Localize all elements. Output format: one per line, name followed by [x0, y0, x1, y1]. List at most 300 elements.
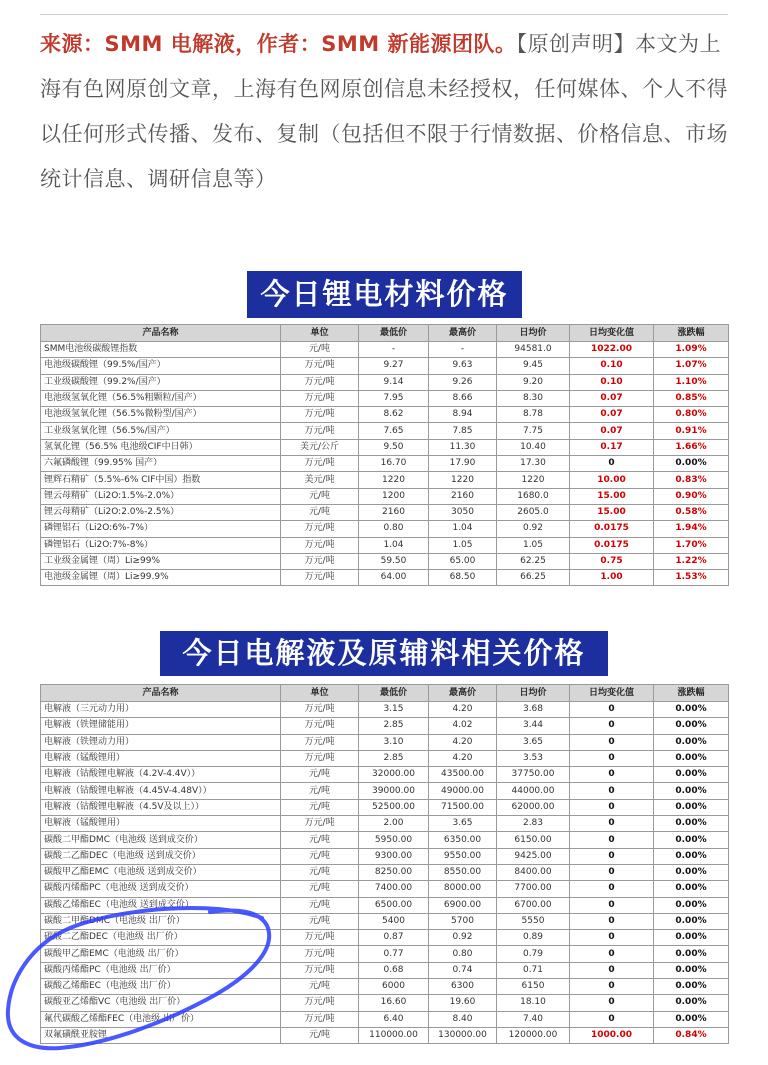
avg-price-cell: 3.53	[497, 750, 570, 766]
change-pct-cell: 0.00%	[654, 864, 729, 880]
min-price-cell: -	[359, 342, 429, 358]
avg-price-cell: 9425.00	[497, 848, 570, 864]
copyright-notice: 【原创声明】本文为上海有色网原创文章，上海有色网原创信息未经授权，任何媒体、个人不得以任何形式传播、发布、复制（包括但不限于行情数据、价格信息、市场统计信息、调研信息等）	[40, 32, 728, 191]
avg-price-cell: 120000.00	[497, 1027, 570, 1043]
change-pct-cell: 1.07%	[654, 358, 729, 374]
product-name-cell: 电解液（钴酸锂电解液（4.5V及以上））	[41, 799, 281, 815]
max-price-cell: 9550.00	[429, 848, 497, 864]
column-header: 最低价	[359, 325, 429, 342]
min-price-cell: 32000.00	[359, 767, 429, 783]
change-value-cell: 0	[570, 979, 654, 995]
column-header: 最高价	[429, 325, 497, 342]
max-price-cell: 2160	[429, 488, 497, 504]
source-credit: 来源：SMM 电解液，作者：SMM 新能源团队。	[40, 32, 517, 56]
change-value-cell: 0	[570, 750, 654, 766]
change-pct-cell: 0.83%	[654, 472, 729, 488]
min-price-cell: 64.00	[359, 570, 429, 586]
avg-price-cell: 7.40	[497, 1011, 570, 1027]
unit-cell: 美元/公斤	[281, 439, 359, 455]
avg-price-cell: 7700.00	[497, 881, 570, 897]
change-value-cell: 10.00	[570, 472, 654, 488]
change-value-cell: 0	[570, 864, 654, 880]
change-value-cell: 15.00	[570, 488, 654, 504]
min-price-cell: 6000	[359, 979, 429, 995]
change-pct-cell: 0.58%	[654, 504, 729, 520]
table-row	[41, 504, 729, 520]
max-price-cell: 11.30	[429, 439, 497, 455]
unit-cell: 元/吨	[281, 897, 359, 913]
product-name-cell: 碳酸二乙酯DEC（电池级 出厂价）	[41, 930, 281, 946]
unit-cell: 万元/吨	[281, 423, 359, 439]
unit-cell: 万元/吨	[281, 718, 359, 734]
max-price-cell: 8550.00	[429, 864, 497, 880]
product-name-cell: 电解液（钴酸锂电解液（4.45V-4.48V））	[41, 783, 281, 799]
unit-cell: 万元/吨	[281, 750, 359, 766]
unit-cell: 元/吨	[281, 913, 359, 929]
avg-price-cell: 6150	[497, 979, 570, 995]
unit-cell: 万元/吨	[281, 930, 359, 946]
change-pct-cell: 1.10%	[654, 374, 729, 390]
unit-cell: 元/吨	[281, 767, 359, 783]
unit-cell: 万元/吨	[281, 521, 359, 537]
unit-cell: 万元/吨	[281, 390, 359, 406]
max-price-cell: 1.05	[429, 537, 497, 553]
change-value-cell: 0	[570, 848, 654, 864]
max-price-cell: 4.20	[429, 734, 497, 750]
product-name-cell: 电池级碳酸锂（99.5%/国产）	[41, 358, 281, 374]
product-name-cell: 碳酸丙烯酯PC（电池级 出厂价）	[41, 962, 281, 978]
change-pct-cell: 0.00%	[654, 897, 729, 913]
change-pct-cell: 0.00%	[654, 767, 729, 783]
avg-price-cell: 0.92	[497, 521, 570, 537]
table-header-row	[41, 685, 729, 702]
min-price-cell: 6.40	[359, 1011, 429, 1027]
avg-price-cell: 8.78	[497, 407, 570, 423]
avg-price-cell: 2.83	[497, 816, 570, 832]
change-pct-cell: 1.66%	[654, 439, 729, 455]
min-price-cell: 7.95	[359, 390, 429, 406]
change-value-cell: 0.10	[570, 374, 654, 390]
unit-cell: 元/吨	[281, 799, 359, 815]
max-price-cell: 6900.00	[429, 897, 497, 913]
column-header: 单位	[281, 685, 359, 702]
avg-price-cell: 66.25	[497, 570, 570, 586]
avg-price-cell: 9.45	[497, 358, 570, 374]
min-price-cell: 3.15	[359, 702, 429, 718]
table-row	[41, 358, 729, 374]
max-price-cell: 8.66	[429, 390, 497, 406]
avg-price-cell: 18.10	[497, 995, 570, 1011]
unit-cell: 万元/吨	[281, 537, 359, 553]
min-price-cell: 0.80	[359, 521, 429, 537]
product-name-cell: 碳酸二甲酯DMC（电池级 送到成交价）	[41, 832, 281, 848]
min-price-cell: 7400.00	[359, 881, 429, 897]
change-pct-cell: 0.00%	[654, 832, 729, 848]
avg-price-cell: 10.40	[497, 439, 570, 455]
unit-cell: 万元/吨	[281, 456, 359, 472]
max-price-cell: 1220	[429, 472, 497, 488]
unit-cell: 元/吨	[281, 504, 359, 520]
avg-price-cell: 0.71	[497, 962, 570, 978]
max-price-cell: 3.65	[429, 816, 497, 832]
product-name-cell: 工业级金属锂（周）Li≥99%	[41, 553, 281, 569]
change-pct-cell: 0.00%	[654, 783, 729, 799]
min-price-cell: 52500.00	[359, 799, 429, 815]
table-row	[41, 488, 729, 504]
min-price-cell: 2.00	[359, 816, 429, 832]
change-pct-cell: 0.84%	[654, 1027, 729, 1043]
min-price-cell: 5400	[359, 913, 429, 929]
product-name-cell: 锂云母精矿（Li2O:2.0%-2.5%）	[41, 504, 281, 520]
avg-price-cell: 7.75	[497, 423, 570, 439]
product-name-cell: SMM电池级碳酸锂指数	[41, 342, 281, 358]
table-row	[41, 767, 729, 783]
table-row	[41, 390, 729, 406]
change-pct-cell: 0.85%	[654, 390, 729, 406]
unit-cell: 元/吨	[281, 783, 359, 799]
max-price-cell: 71500.00	[429, 799, 497, 815]
change-value-cell: 0.07	[570, 423, 654, 439]
lithium-price-banner: 今日锂电材料价格	[247, 271, 522, 318]
column-header: 产品名称	[41, 325, 281, 342]
min-price-cell: 16.60	[359, 995, 429, 1011]
change-value-cell: 0	[570, 816, 654, 832]
product-name-cell: 碳酸二甲酯DMC（电池级 出厂价）	[41, 913, 281, 929]
table-row	[41, 734, 729, 750]
table-row	[41, 537, 729, 553]
unit-cell: 万元/吨	[281, 702, 359, 718]
max-price-cell: 9.63	[429, 358, 497, 374]
change-pct-cell: 1.53%	[654, 570, 729, 586]
min-price-cell: 16.70	[359, 456, 429, 472]
table-row	[41, 832, 729, 848]
min-price-cell: 39000.00	[359, 783, 429, 799]
product-name-cell: 磷锂铝石（Li2O:7%-8%）	[41, 537, 281, 553]
column-header: 最低价	[359, 685, 429, 702]
change-pct-cell: 1.70%	[654, 537, 729, 553]
column-header: 涨跌幅	[654, 325, 729, 342]
lithium-price-table	[40, 324, 729, 586]
change-value-cell: 0	[570, 897, 654, 913]
product-name-cell: 双氟磺酰亚胺锂	[41, 1027, 281, 1043]
change-value-cell: 0.75	[570, 553, 654, 569]
max-price-cell: 4.20	[429, 750, 497, 766]
change-pct-cell: 0.00%	[654, 913, 729, 929]
max-price-cell: 68.50	[429, 570, 497, 586]
change-value-cell: 15.00	[570, 504, 654, 520]
change-pct-cell: 0.00%	[654, 979, 729, 995]
change-value-cell: 0	[570, 799, 654, 815]
unit-cell: 万元/吨	[281, 570, 359, 586]
avg-price-cell: 94581.0	[497, 342, 570, 358]
change-pct-cell: 0.00%	[654, 702, 729, 718]
change-value-cell: 0.07	[570, 390, 654, 406]
column-header: 日均变化值	[570, 685, 654, 702]
change-value-cell: 0	[570, 767, 654, 783]
unit-cell: 元/吨	[281, 342, 359, 358]
unit-cell: 万元/吨	[281, 816, 359, 832]
unit-cell: 元/吨	[281, 488, 359, 504]
change-value-cell: 1022.00	[570, 342, 654, 358]
max-price-cell: 0.80	[429, 946, 497, 962]
change-pct-cell: 0.00%	[654, 881, 729, 897]
min-price-cell: 2.85	[359, 750, 429, 766]
change-value-cell: 0	[570, 832, 654, 848]
table-row	[41, 848, 729, 864]
change-pct-cell: 0.90%	[654, 488, 729, 504]
product-name-cell: 六氟磷酸锂（99.95% 国产）	[41, 456, 281, 472]
avg-price-cell: 8400.00	[497, 864, 570, 880]
table-row	[41, 521, 729, 537]
product-name-cell: 磷锂铝石（Li2O:6%-7%）	[41, 521, 281, 537]
change-value-cell: 0	[570, 456, 654, 472]
avg-price-cell: 6150.00	[497, 832, 570, 848]
change-value-cell: 1.00	[570, 570, 654, 586]
max-price-cell: 49000.00	[429, 783, 497, 799]
change-pct-cell: 1.09%	[654, 342, 729, 358]
change-value-cell: 1000.00	[570, 1027, 654, 1043]
min-price-cell: 110000.00	[359, 1027, 429, 1043]
avg-price-cell: 3.68	[497, 702, 570, 718]
unit-cell: 万元/吨	[281, 407, 359, 423]
change-value-cell: 0	[570, 783, 654, 799]
max-price-cell: 8.94	[429, 407, 497, 423]
avg-price-cell: 5550	[497, 913, 570, 929]
min-price-cell: 1200	[359, 488, 429, 504]
table-row	[41, 374, 729, 390]
unit-cell: 万元/吨	[281, 962, 359, 978]
product-name-cell: 电解液（三元动力用）	[41, 702, 281, 718]
max-price-cell: 0.74	[429, 962, 497, 978]
change-pct-cell: 0.00%	[654, 734, 729, 750]
min-price-cell: 1220	[359, 472, 429, 488]
max-price-cell: 4.20	[429, 702, 497, 718]
change-pct-cell: 0.00%	[654, 848, 729, 864]
change-value-cell: 0	[570, 930, 654, 946]
min-price-cell: 9.14	[359, 374, 429, 390]
change-pct-cell: 0.00%	[654, 750, 729, 766]
unit-cell: 元/吨	[281, 881, 359, 897]
product-name-cell: 电解液（铁锂动力用）	[41, 734, 281, 750]
max-price-cell: 9.26	[429, 374, 497, 390]
change-pct-cell: 0.00%	[654, 799, 729, 815]
top-divider	[40, 0, 728, 15]
table-row	[41, 750, 729, 766]
product-name-cell: 碳酸乙烯酯EC（电池级 送到成交价）	[41, 897, 281, 913]
product-name-cell: 碳酸甲乙酯EMC（电池级 出厂价）	[41, 946, 281, 962]
product-name-cell: 工业级碳酸锂（99.2%/国产）	[41, 374, 281, 390]
change-value-cell: 0.0175	[570, 521, 654, 537]
unit-cell: 万元/吨	[281, 946, 359, 962]
change-value-cell: 0	[570, 881, 654, 897]
column-header: 日均变化值	[570, 325, 654, 342]
max-price-cell: 0.92	[429, 930, 497, 946]
unit-cell: 美元/吨	[281, 472, 359, 488]
column-header: 最高价	[429, 685, 497, 702]
product-name-cell: 碳酸丙烯酯PC（电池级 送到成交价）	[41, 881, 281, 897]
min-price-cell: 2160	[359, 504, 429, 520]
change-value-cell: 0	[570, 718, 654, 734]
min-price-cell: 2.85	[359, 718, 429, 734]
table-row	[41, 342, 729, 358]
change-pct-cell: 0.00%	[654, 718, 729, 734]
product-name-cell: 电解液（钴酸锂电解液（4.2V-4.4V））	[41, 767, 281, 783]
min-price-cell: 0.68	[359, 962, 429, 978]
unit-cell: 万元/吨	[281, 358, 359, 374]
product-name-cell: 电解液（锰酸锂用）	[41, 816, 281, 832]
change-pct-cell: 0.00%	[654, 930, 729, 946]
intro-paragraph	[40, 22, 735, 202]
table-row	[41, 864, 729, 880]
product-name-cell: 氢氧化锂（56.5% 电池级CIF中日韩）	[41, 439, 281, 455]
change-pct-cell: 0.00%	[654, 995, 729, 1011]
product-name-cell: 碳酸乙烯酯EC（电池级 出厂价）	[41, 979, 281, 995]
change-value-cell: 0.17	[570, 439, 654, 455]
table-row	[41, 783, 729, 799]
max-price-cell: 6350.00	[429, 832, 497, 848]
column-header: 涨跌幅	[654, 685, 729, 702]
unit-cell: 元/吨	[281, 979, 359, 995]
max-price-cell: 3050	[429, 504, 497, 520]
change-pct-cell: 0.00%	[654, 1011, 729, 1027]
avg-price-cell: 1680.0	[497, 488, 570, 504]
table-row	[41, 407, 729, 423]
unit-cell: 万元/吨	[281, 734, 359, 750]
avg-price-cell: 3.65	[497, 734, 570, 750]
column-header: 日均价	[497, 325, 570, 342]
product-name-cell: 电池级氢氧化锂（56.5%微粉型/国产）	[41, 407, 281, 423]
unit-cell: 元/吨	[281, 1027, 359, 1043]
unit-cell: 元/吨	[281, 832, 359, 848]
table-header-row	[41, 325, 729, 342]
max-price-cell: 130000.00	[429, 1027, 497, 1043]
hand-drawn-circle-annotation	[0, 900, 290, 1065]
table-row	[41, 718, 729, 734]
change-value-cell: 0	[570, 913, 654, 929]
min-price-cell: 0.77	[359, 946, 429, 962]
min-price-cell: 5950.00	[359, 832, 429, 848]
change-pct-cell: 0.00%	[654, 962, 729, 978]
unit-cell: 万元/吨	[281, 553, 359, 569]
avg-price-cell: 1.05	[497, 537, 570, 553]
change-value-cell: 0.07	[570, 407, 654, 423]
change-value-cell: 0	[570, 702, 654, 718]
avg-price-cell: 44000.00	[497, 783, 570, 799]
product-name-cell: 工业级氢氧化锂（56.5%/国产）	[41, 423, 281, 439]
table-row	[41, 423, 729, 439]
max-price-cell: 6300	[429, 979, 497, 995]
max-price-cell: 4.02	[429, 718, 497, 734]
change-pct-cell: 0.91%	[654, 423, 729, 439]
change-value-cell: 0	[570, 946, 654, 962]
table-row	[41, 816, 729, 832]
max-price-cell: 1.04	[429, 521, 497, 537]
min-price-cell: 9.27	[359, 358, 429, 374]
change-value-cell: 0	[570, 995, 654, 1011]
product-name-cell: 电解液（铁锂储能用）	[41, 718, 281, 734]
min-price-cell: 6500.00	[359, 897, 429, 913]
max-price-cell: 19.60	[429, 995, 497, 1011]
change-value-cell: 0	[570, 734, 654, 750]
change-value-cell: 0	[570, 1011, 654, 1027]
max-price-cell: 8.40	[429, 1011, 497, 1027]
max-price-cell: 43500.00	[429, 767, 497, 783]
unit-cell: 元/吨	[281, 864, 359, 880]
avg-price-cell: 2605.0	[497, 504, 570, 520]
max-price-cell: 7.85	[429, 423, 497, 439]
min-price-cell: 8.62	[359, 407, 429, 423]
min-price-cell: 3.10	[359, 734, 429, 750]
change-pct-cell: 0.00%	[654, 946, 729, 962]
change-value-cell: 0.10	[570, 358, 654, 374]
change-pct-cell: 0.00%	[654, 456, 729, 472]
avg-price-cell: 0.79	[497, 946, 570, 962]
table-row	[41, 553, 729, 569]
change-pct-cell: 1.94%	[654, 521, 729, 537]
unit-cell: 万元/吨	[281, 1011, 359, 1027]
table-row	[41, 472, 729, 488]
min-price-cell: 9.50	[359, 439, 429, 455]
min-price-cell: 1.04	[359, 537, 429, 553]
product-name-cell: 电池级金属锂（周）Li≥99.9%	[41, 570, 281, 586]
avg-price-cell: 37750.00	[497, 767, 570, 783]
change-pct-cell: 1.22%	[654, 553, 729, 569]
change-pct-cell: 0.80%	[654, 407, 729, 423]
max-price-cell: -	[429, 342, 497, 358]
avg-price-cell: 62.25	[497, 553, 570, 569]
table-row	[41, 881, 729, 897]
change-value-cell: 0	[570, 962, 654, 978]
product-name-cell: 锂辉石精矿（5.5%-6% CIF中国）指数	[41, 472, 281, 488]
table-row	[41, 570, 729, 586]
product-name-cell: 碳酸亚乙烯酯VC（电池级 出厂价）	[41, 995, 281, 1011]
product-name-cell: 氟代碳酸乙烯酯FEC（电池级 出厂价）	[41, 1011, 281, 1027]
max-price-cell: 5700	[429, 913, 497, 929]
unit-cell: 万元/吨	[281, 995, 359, 1011]
electrolyte-price-banner: 今日电解液及原辅料相关价格	[160, 631, 608, 676]
avg-price-cell: 62000.00	[497, 799, 570, 815]
product-name-cell: 锂云母精矿（Li2O:1.5%-2.0%）	[41, 488, 281, 504]
unit-cell: 元/吨	[281, 848, 359, 864]
max-price-cell: 17.90	[429, 456, 497, 472]
column-header: 产品名称	[41, 685, 281, 702]
avg-price-cell: 0.89	[497, 930, 570, 946]
avg-price-cell: 9.20	[497, 374, 570, 390]
min-price-cell: 8250.00	[359, 864, 429, 880]
avg-price-cell: 3.44	[497, 718, 570, 734]
min-price-cell: 7.65	[359, 423, 429, 439]
product-name-cell: 电池级氢氧化锂（56.5%粗颗粒/国产）	[41, 390, 281, 406]
column-header: 单位	[281, 325, 359, 342]
min-price-cell: 9300.00	[359, 848, 429, 864]
avg-price-cell: 6700.00	[497, 897, 570, 913]
table-row	[41, 456, 729, 472]
product-name-cell: 碳酸甲乙酯EMC（电池级 送到成交价）	[41, 864, 281, 880]
unit-cell: 万元/吨	[281, 374, 359, 390]
avg-price-cell: 1220	[497, 472, 570, 488]
min-price-cell: 59.50	[359, 553, 429, 569]
column-header: 日均价	[497, 685, 570, 702]
min-price-cell: 0.87	[359, 930, 429, 946]
avg-price-cell: 8.30	[497, 390, 570, 406]
change-value-cell: 0.0175	[570, 537, 654, 553]
max-price-cell: 8000.00	[429, 881, 497, 897]
table-row	[41, 439, 729, 455]
table-row	[41, 799, 729, 815]
product-name-cell: 电解液（锰酸锂用）	[41, 750, 281, 766]
avg-price-cell: 17.30	[497, 456, 570, 472]
table-row	[41, 702, 729, 718]
